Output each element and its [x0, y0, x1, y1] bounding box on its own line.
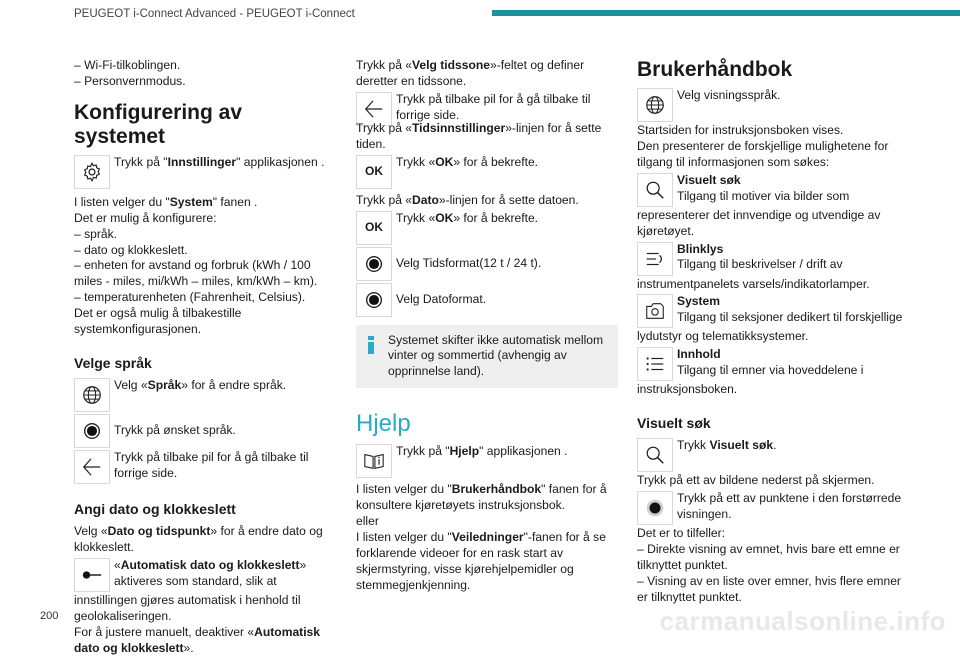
- column-3: [637, 58, 907, 606]
- configure-intro: Det er mulig å konfigurere:: [74, 210, 217, 225]
- visual-search-desc: Visuelt søk Tilgang til motiver via bilder som: [677, 172, 850, 203]
- system-desc: System Tilgang til seksjoner dedikert til forskjellige: [677, 294, 903, 325]
- auto-date-continuation: innstillingen gjøres automatisk i henhold til geolokaliseringen.: [74, 592, 301, 623]
- ok-step-1: [356, 155, 618, 189]
- watermark: carmanualsonline.info: [659, 606, 946, 636]
- list-item: – Wi-Fi-tilkoblingen.: [74, 58, 181, 72]
- manual-date-text: For å justere manuelt, deaktiver «Automatisk dato og klokkeslett».: [74, 624, 321, 655]
- blinklys-option: [637, 242, 907, 276]
- manual-tab-text: I listen velger du "Brukerhåndbok" fanen for å konsultere kjøretøyets instruksjonsbok.: [356, 482, 607, 513]
- radio-dot-icon: [356, 247, 392, 281]
- ok-instruction-2: Trykk «OK» for å bekrefte.: [396, 210, 539, 225]
- language-back-step: [74, 450, 330, 484]
- globe-icon: [637, 88, 673, 122]
- list-item: – enheten for avstand og forbruk (kWh / 100 miles - miles, mi/kWh – miles, km/kWh – km).: [74, 258, 318, 289]
- ok-step-2: [356, 211, 618, 245]
- help-instruction: Trykk på "Hjelp" applikasjonen .: [396, 444, 568, 459]
- system-tab-text: I listen velger du "System" fanen .: [74, 194, 258, 209]
- section-heading-visual-search: Visuelt søk: [637, 415, 711, 432]
- section-heading-language: Velge språk: [74, 354, 152, 371]
- visual-search-option: [637, 173, 907, 207]
- language-select-step: [74, 414, 330, 448]
- hotspot-icon: [637, 491, 673, 525]
- language-instruction: Velg «Språk» for å endre språk.: [114, 377, 287, 392]
- help-step: [356, 444, 618, 478]
- system-continuation: lydutstyr og telematikksystemer.: [637, 329, 809, 344]
- toggle-icon: [74, 558, 110, 592]
- date-instruction: Velg «Dato og tidspunkt» for å endre dato og klokkeslett.: [74, 523, 323, 554]
- start-page-text: Startsiden for instruksjonsboken vises.: [637, 123, 844, 137]
- tap-point-step: [637, 491, 907, 525]
- guides-tab-text: I listen velger du "Veiledninger"-fanen for å se forklarende videoer for en rask start av skjermstyring, visse kjørehjelpemidler og stemmegjenkjenning.: [356, 529, 606, 592]
- ok-instruction-1: Trykk «OK» for å bekrefte.: [396, 154, 539, 169]
- time-format-step: [356, 247, 618, 281]
- page-number: 200: [40, 610, 59, 622]
- magnifier-icon: [637, 173, 673, 207]
- globe-icon: [74, 378, 110, 412]
- content-option: [637, 347, 907, 381]
- list-item: – Personvernmodus.: [74, 73, 186, 88]
- back-instruction: Trykk på tilbake pil for å gå tilbake til forrige side.: [396, 91, 591, 122]
- visual-search-instruction: Trykk Visuelt søk.: [677, 438, 777, 453]
- section-heading-help: Hjelp: [356, 410, 411, 438]
- ok-icon: OK: [356, 155, 392, 189]
- page-header: [0, 0, 960, 34]
- language-select-instruction: Trykk på ønsket språk.: [114, 422, 236, 437]
- visual-search-step: [637, 438, 907, 472]
- warning-lamp-list-icon: [637, 242, 673, 276]
- back-arrow-icon: [74, 450, 110, 484]
- or-text: eller: [356, 514, 379, 529]
- settings-instruction: Trykk på "Innstillinger" applikasjonen .: [114, 154, 325, 169]
- timezone-instruction: Trykk på «Velg tidssone»-feltet og definer deretter en tidssone.: [356, 58, 585, 88]
- content-desc: Innhold Tilgang til emner via hoveddelene i: [677, 347, 864, 378]
- time-format-instruction: Velg Tidsformat(12 t / 24 t).: [396, 255, 542, 270]
- reset-text: Det er også mulig å tilbakestille systemkonfigurasjonen.: [74, 306, 242, 337]
- section-heading-configure: Konfigurering av systemet: [74, 100, 243, 148]
- tap-point-instruction: Trykk på ett av punktene i den forstørrede visningen.: [677, 491, 902, 522]
- info-text: Systemet skifter ikke automatisk mellom vinter og sommertid (avhengig av opprinnelse land).: [388, 332, 604, 379]
- view-language-step: [637, 88, 907, 122]
- date-format-step: [356, 283, 618, 317]
- radio-dot-icon: [74, 414, 110, 448]
- timeset-instruction: Trykk på «Tidsinnstillinger»-linjen for å sette tiden.: [356, 120, 602, 151]
- screen-icon: [637, 294, 673, 328]
- ok-icon: OK: [356, 211, 392, 245]
- date-format-instruction: Velg Datoformat.: [396, 291, 487, 306]
- blinklys-continuation: instrumentpanelets varsels/indikatorlamper.: [637, 276, 870, 291]
- blinklys-desc: Blinklys Tilgang til beskrivelser / drift av: [677, 241, 843, 272]
- section-heading-manual: Brukerhåndbok: [637, 58, 793, 81]
- magnifier-icon: [637, 438, 673, 472]
- settings-step: [74, 155, 330, 189]
- column-1: [74, 58, 330, 656]
- info-box: [356, 325, 618, 389]
- list-item: – Direkte visning av emnet, hvis bare ett emne er tilknyttet punktet.: [637, 542, 900, 572]
- language-step: [74, 378, 330, 412]
- book-info-icon: [356, 444, 392, 478]
- list-icon: [637, 347, 673, 381]
- column-2: [356, 58, 618, 594]
- language-back-instruction: Trykk på tilbake pil for å gå tilbake til forrige side.: [114, 449, 309, 480]
- section-heading-date-time: Angi dato og klokkeslett: [74, 500, 236, 517]
- content-continuation: instruksjonsboken.: [637, 382, 738, 397]
- date-set-instruction: Trykk på «Dato»-linjen for å sette datoen.: [356, 192, 579, 207]
- header-title: PEUGEOT i-Connect Advanced - PEUGEOT i-Connect: [74, 8, 355, 20]
- radio-dot-icon: [356, 283, 392, 317]
- auto-date-step: [74, 558, 330, 592]
- auto-date-instruction: «Automatisk dato og klokkeslett» aktiveres som standard, slik at: [114, 557, 307, 588]
- two-cases-text: Det er to tilfeller:: [637, 526, 726, 541]
- system-option: [637, 294, 907, 328]
- list-item: – dato og klokkeslett.: [74, 242, 188, 257]
- gear-icon: [74, 155, 110, 189]
- visual-search-continuation: representerer det innvendige og utvendige av kjøretøyet.: [637, 207, 881, 238]
- presents-text: Den presenterer de forskjellige mulighetene for tilgang til informasjonen som søkes:: [637, 138, 889, 169]
- tap-image-text: Trykk på ett av bildene nederst på skjermen.: [637, 473, 875, 488]
- list-item: – temperaturenheten (Fahrenheit, Celsius).: [74, 290, 306, 305]
- list-item: – Visning av en liste over emner, hvis flere emner er tilknyttet punktet.: [637, 573, 901, 604]
- header-accent-bar: [492, 10, 960, 16]
- list-item: – språk.: [74, 226, 118, 241]
- view-language-instruction: Velg visningsspråk.: [677, 88, 781, 102]
- info-icon: [368, 336, 374, 354]
